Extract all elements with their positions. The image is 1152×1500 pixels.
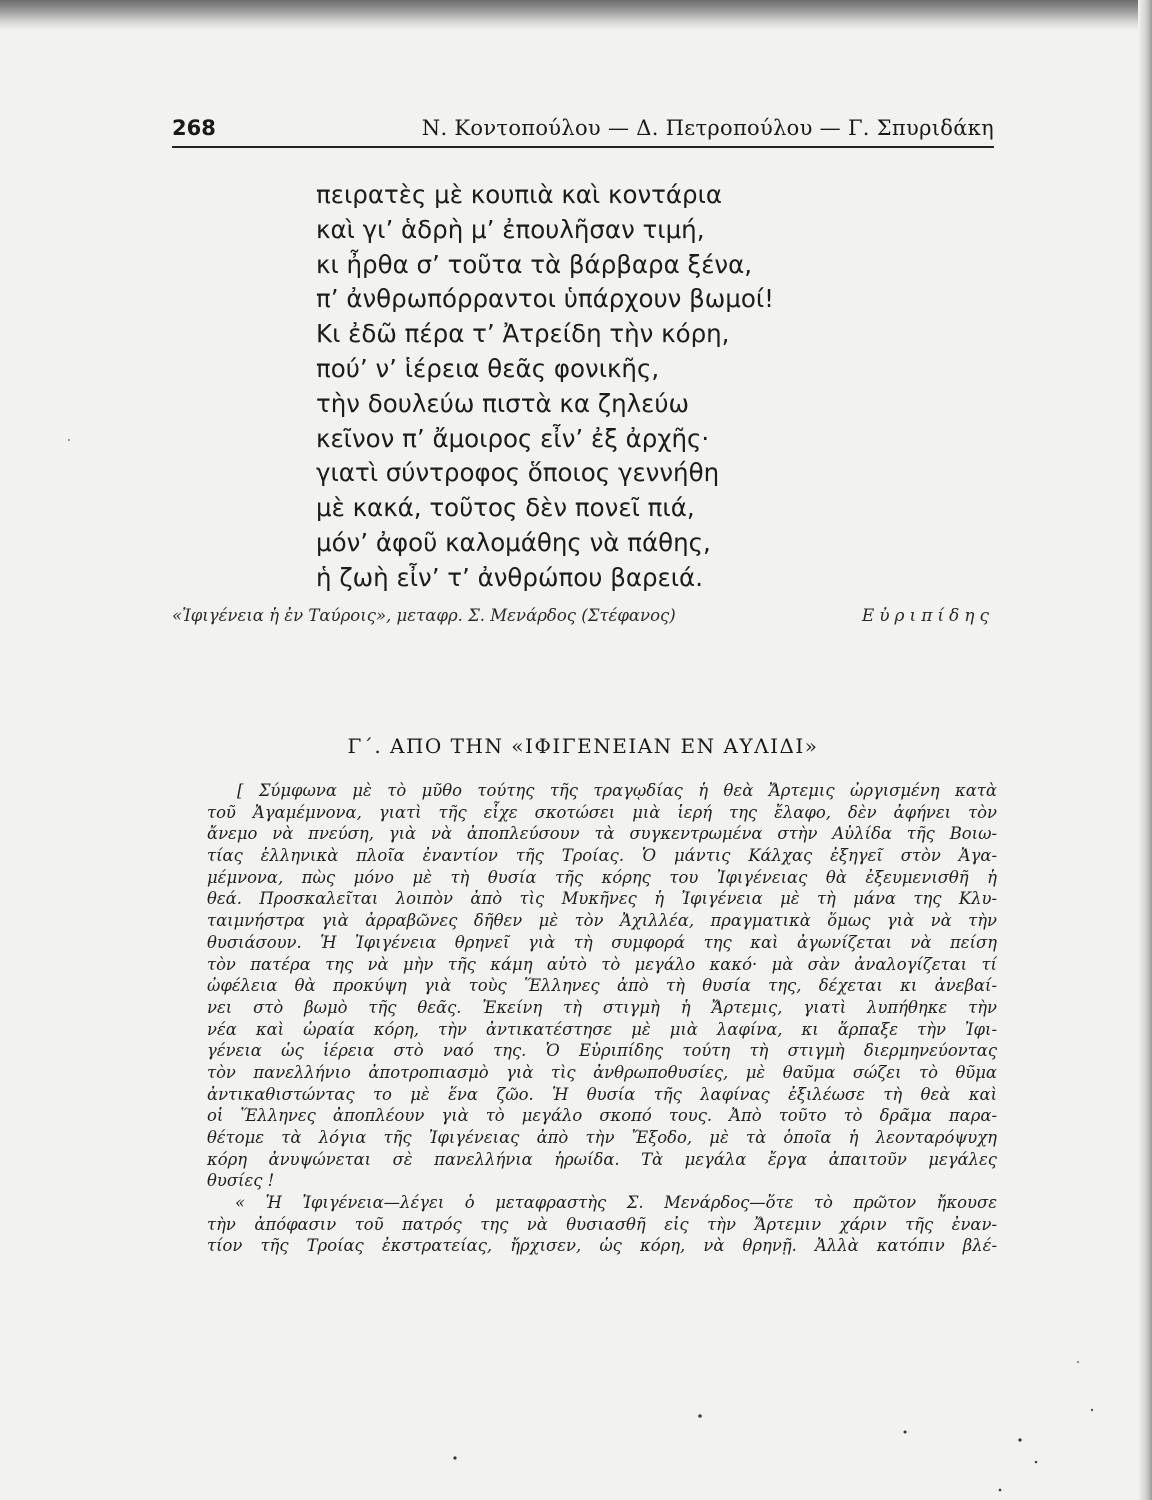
prose-line: ἀντικαθιστώντας το μὲ ἕνα ζῶο. Ἡ θυσία τῆς λαφίνας ἐξιλέωσε τὴ θεὰ καὶ (207, 1084, 997, 1104)
scan-speck (1035, 1461, 1038, 1464)
poem-line: μόν’ ἀφοῦ καλομάθης νὰ πάθης, (316, 527, 711, 557)
scan-speck (904, 1431, 907, 1434)
prose-line: νέα καὶ ὡραία κόρη, τὴν ἀντικατέστησε μὲ μιὰ λαφίνα, κι ἅρπαξε τὴν Ἰφι- (207, 1019, 997, 1039)
poem-line: Κι ἐδῶ πέρα τ’ Ἀτρείδη τὴν κόρη, (316, 319, 730, 349)
prose-line: τοῦ Ἀγαμέμνονα, γιατὶ τῆς εἶχε σκοτώσει μιὰ ἱερή της ἔλαφο, δὲν ἀφήνει τὸν (207, 802, 997, 822)
poem-line: κι ἦρθα σ’ τοῦτα τὰ βάρβαρα ξένα, (316, 249, 753, 279)
section-title: Γ΄. ΑΠΟ ΤΗΝ «ΙΦΙΓΕΝΕΙΑΝ ΕΝ ΑΥΛΙΔΙ» (347, 734, 819, 758)
prose-line: θεά. Προσκαλεῖται λοιπὸν ἀπὸ τὶς Μυκῆνες ἡ Ἰφιγένεια μὲ τὴ μάνα της Κλυ- (207, 889, 997, 909)
prose-line: ὠφέλεια θὰ προκύψη γιὰ τοὺς Ἕλληνες ἀπὸ τὴ θυσία της, δέχεται κι ἀνεβαί- (207, 976, 997, 996)
prose-line: τίον τῆς Τροίας ἐκστρατείας, ἤρχισεν, ὡς κόρη, νὰ θρηνῇ. Ἀλλὰ κατόπιν βλέ- (207, 1236, 997, 1256)
prose-line: τὸν πατέρα της νὰ μὴν τῆς κάμη αὐτὸ τὸ μεγάλο κακό· μὰ σὰν ἀναλογίζεται τί (207, 954, 997, 974)
prose-line: τίας ἑλληνικὰ πλοῖα ἐναντίον τῆς Τροίας. Ὁ μάντις Κάλχας ἐξηγεῖ στὸν Ἀγα- (207, 846, 997, 866)
attribution-source: «Ἰφιγένεια ἡ ἐν Ταύροις», μεταφρ. Σ. Μενάρδος (Στέφανος) (172, 606, 676, 625)
scan-speck (68, 439, 70, 441)
prose-line: ἄνεμο νὰ πνεύση, γιὰ νὰ ἀποπλεύσουν τὰ συγκεντρωμένα στὴν Αὐλίδα τῆς Βοιω- (207, 824, 997, 844)
poem-line: γιατὶ σύντροφος ὅποιος γεννήθη (316, 458, 720, 488)
scan-speck (999, 1489, 1002, 1492)
prose-line: « Ἡ Ἰφιγένεια—λέγει ὁ μεταφραστὴς Σ. Μενάρδος—ὅτε τὸ πρῶτον ἤκουσε (235, 1193, 997, 1213)
prose-line: κόρη ἀνυψώνεται σὲ πανελλήνια ἡρωίδα. Τὰ μεγάλα ἔργα ἀπαιτοῦν μεγάλες (207, 1149, 997, 1169)
poem-line: κεῖνον π’ ἄμοιρος εἶν’ ἐξ ἀρχῆς· (316, 423, 710, 453)
prose-line: ταιμνήστρα γιὰ ἀρραβῶνες δῆθεν μὲ τὸν Ἀχιλλέα, πραγματικὰ ὅμως γιὰ νὰ τὴν (207, 911, 997, 931)
prose-line: τὴν ἀπόφασιν τοῦ πατρός της νὰ θυσιασθῆ εἰς τὴν Ἄρτεμιν χάριν τῆς ἐναν- (207, 1214, 997, 1234)
prose-line: μέμνονα, πὼς μόνο μὲ τὴ θυσία τῆς κόρης του Ἰφιγένειας θὰ ἐξευμενισθῆ ἡ (207, 867, 997, 887)
scan-speck (1018, 1438, 1021, 1441)
poem-line: πού’ ν’ ἱέρεια θεᾶς φονικῆς, (316, 353, 660, 383)
prose-line: θυσίες ! (207, 1171, 275, 1191)
prose-line: θυσιάσουν. Ἡ Ἰφιγένεια θρηνεῖ γιὰ τὴ συμφορά της καὶ ἀγωνίζεται νὰ πείση (207, 932, 997, 952)
prose-line: τὸν πανελλήνιο ἀποτροπιασμὸ γιὰ τὶς ἀνθρωποθυσίες, μὲ θαῦμα σώζει τὸ θῦμα (207, 1062, 997, 1082)
prose-line: θέτομε τὰ λόγια τῆς Ἰφιγένειας ἀπὸ τὴν Ἔξοδο, μὲ τὰ ὁποῖα ἡ λεονταρόψυχη (207, 1128, 997, 1147)
prose-line: οἱ Ἕλληνες ἀποπλέουν γιὰ τὸ μεγάλο σκοπό τους. Ἀπὸ τοῦτο τὸ δρᾶμα παρα- (207, 1106, 997, 1126)
poem-line: πειρατὲς μὲ κουπιὰ καὶ κοντάρια (316, 180, 723, 209)
scan-speck (1077, 1361, 1079, 1363)
scan-speck (1091, 1409, 1093, 1411)
poem-line: τὴν δουλεύω πιστὰ κα ζηλεύω (316, 388, 690, 418)
prose-line: γένεια ὡς ἱέρεια στὸ ναό της. Ὁ Εὐριπίδης τούτη τὴ στιγμὴ διερμηνεύοντας (207, 1041, 997, 1061)
poem-line: ἡ ζωὴ εἶν’ τ’ ἀνθρώπου βαρειά. (316, 562, 703, 592)
running-head-authors: Ν. Κοντοπούλου — Δ. Πετροπούλου — Γ. Σπυριδάκη (421, 116, 994, 140)
attribution-author: Εὐριπίδης (861, 606, 994, 626)
scan-speck (698, 1414, 702, 1418)
poem-line: καὶ γι’ ἁδρὴ μ’ ἐπουλῆσαν τιμή, (316, 214, 705, 244)
poem-line: μὲ κακά, τοῦτος δὲν πονεῖ πιά, (316, 493, 695, 523)
scan-speck (453, 1456, 456, 1459)
prose-line: νει στὸ βωμὸ τῆς θεᾶς. Ἐκείνη τὴ στιγμὴ ἡ Ἄρτεμις, γιατὶ λυπήθηκε τὴν (207, 997, 997, 1017)
prose-line: [ Σύμφωνα μὲ τὸ μῦθο τούτης τῆς τραγῳδίας ἡ θεὰ Ἄρτεμις ὠργισμένη κατὰ (237, 781, 997, 800)
poem-line: π’ ἀνθρωπόρραντοι ὑπάρχουν βωμοί! (316, 284, 774, 314)
page-number: 268 (172, 116, 216, 140)
